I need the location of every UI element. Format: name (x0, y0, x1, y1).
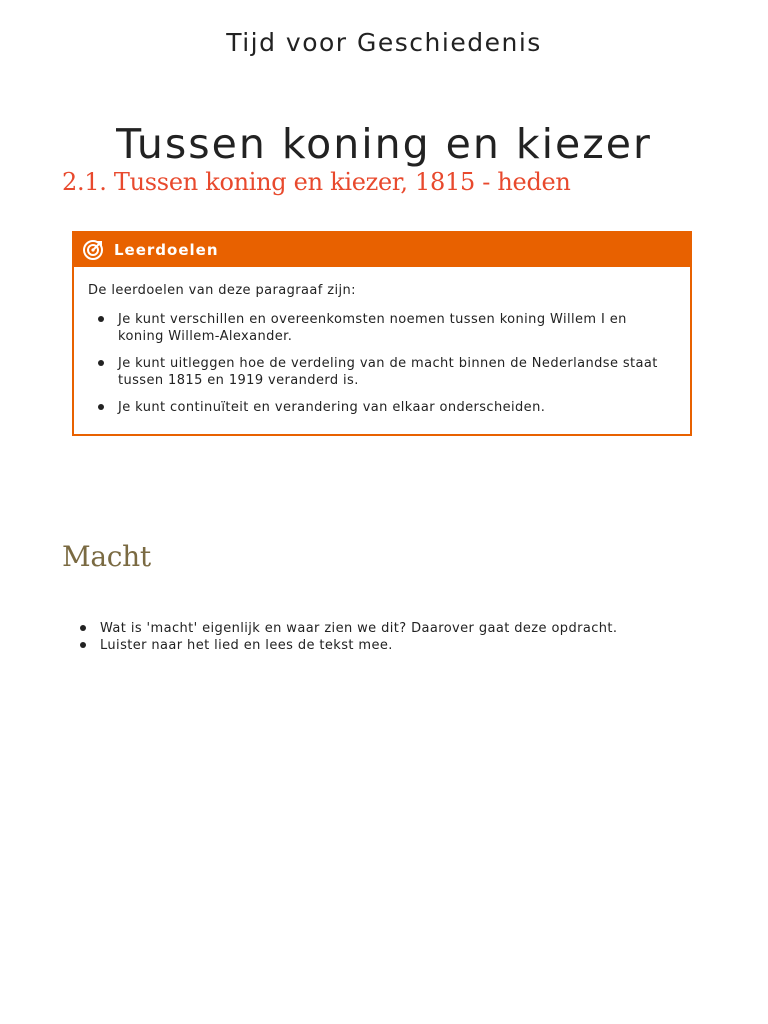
list-item-text: Wat is 'macht' eigenlijk en waar zien we dit? Daarover gaat deze opdracht. (100, 621, 618, 636)
list-item (88, 355, 668, 389)
list-item (88, 311, 668, 345)
subsection-title: Macht (62, 540, 151, 573)
list-item-text: Je kunt continuïteit en verandering van elkaar onderscheiden. (118, 400, 546, 415)
list-item-text: Luister naar het lied en lees de tekst mee. (100, 638, 393, 653)
list-item-text: Je kunt verschillen en overeenkomsten noemen tussen koning Willem I en koning Willem-Alexander. (118, 312, 627, 344)
chapter-title: Tussen koning en kiezer (116, 120, 652, 168)
list-item (88, 399, 668, 416)
list-item (78, 637, 698, 654)
learning-goals-header (74, 233, 690, 267)
bullet-icon (98, 404, 104, 410)
target-icon (82, 239, 104, 261)
learning-goals-box (72, 231, 692, 436)
learning-goals-label: Leerdoelen (114, 241, 219, 259)
bullet-icon (80, 625, 86, 631)
learning-goals-intro: De leerdoelen van deze paragraaf zijn: (88, 283, 356, 298)
task-list (78, 620, 698, 654)
bullet-icon (98, 316, 104, 322)
learning-goals-list (88, 311, 668, 426)
list-item-text: Je kunt uitleggen hoe de verdeling van de macht binnen de Nederlandse staat tussen 1815 en 1919 veranderd is. (118, 356, 658, 388)
bullet-icon (80, 642, 86, 648)
section-title: 2.1. Tussen koning en kiezer, 1815 - heden (62, 168, 571, 196)
bullet-icon (98, 360, 104, 366)
site-title: Tijd voor Geschiedenis (226, 28, 542, 57)
list-item (78, 620, 698, 637)
